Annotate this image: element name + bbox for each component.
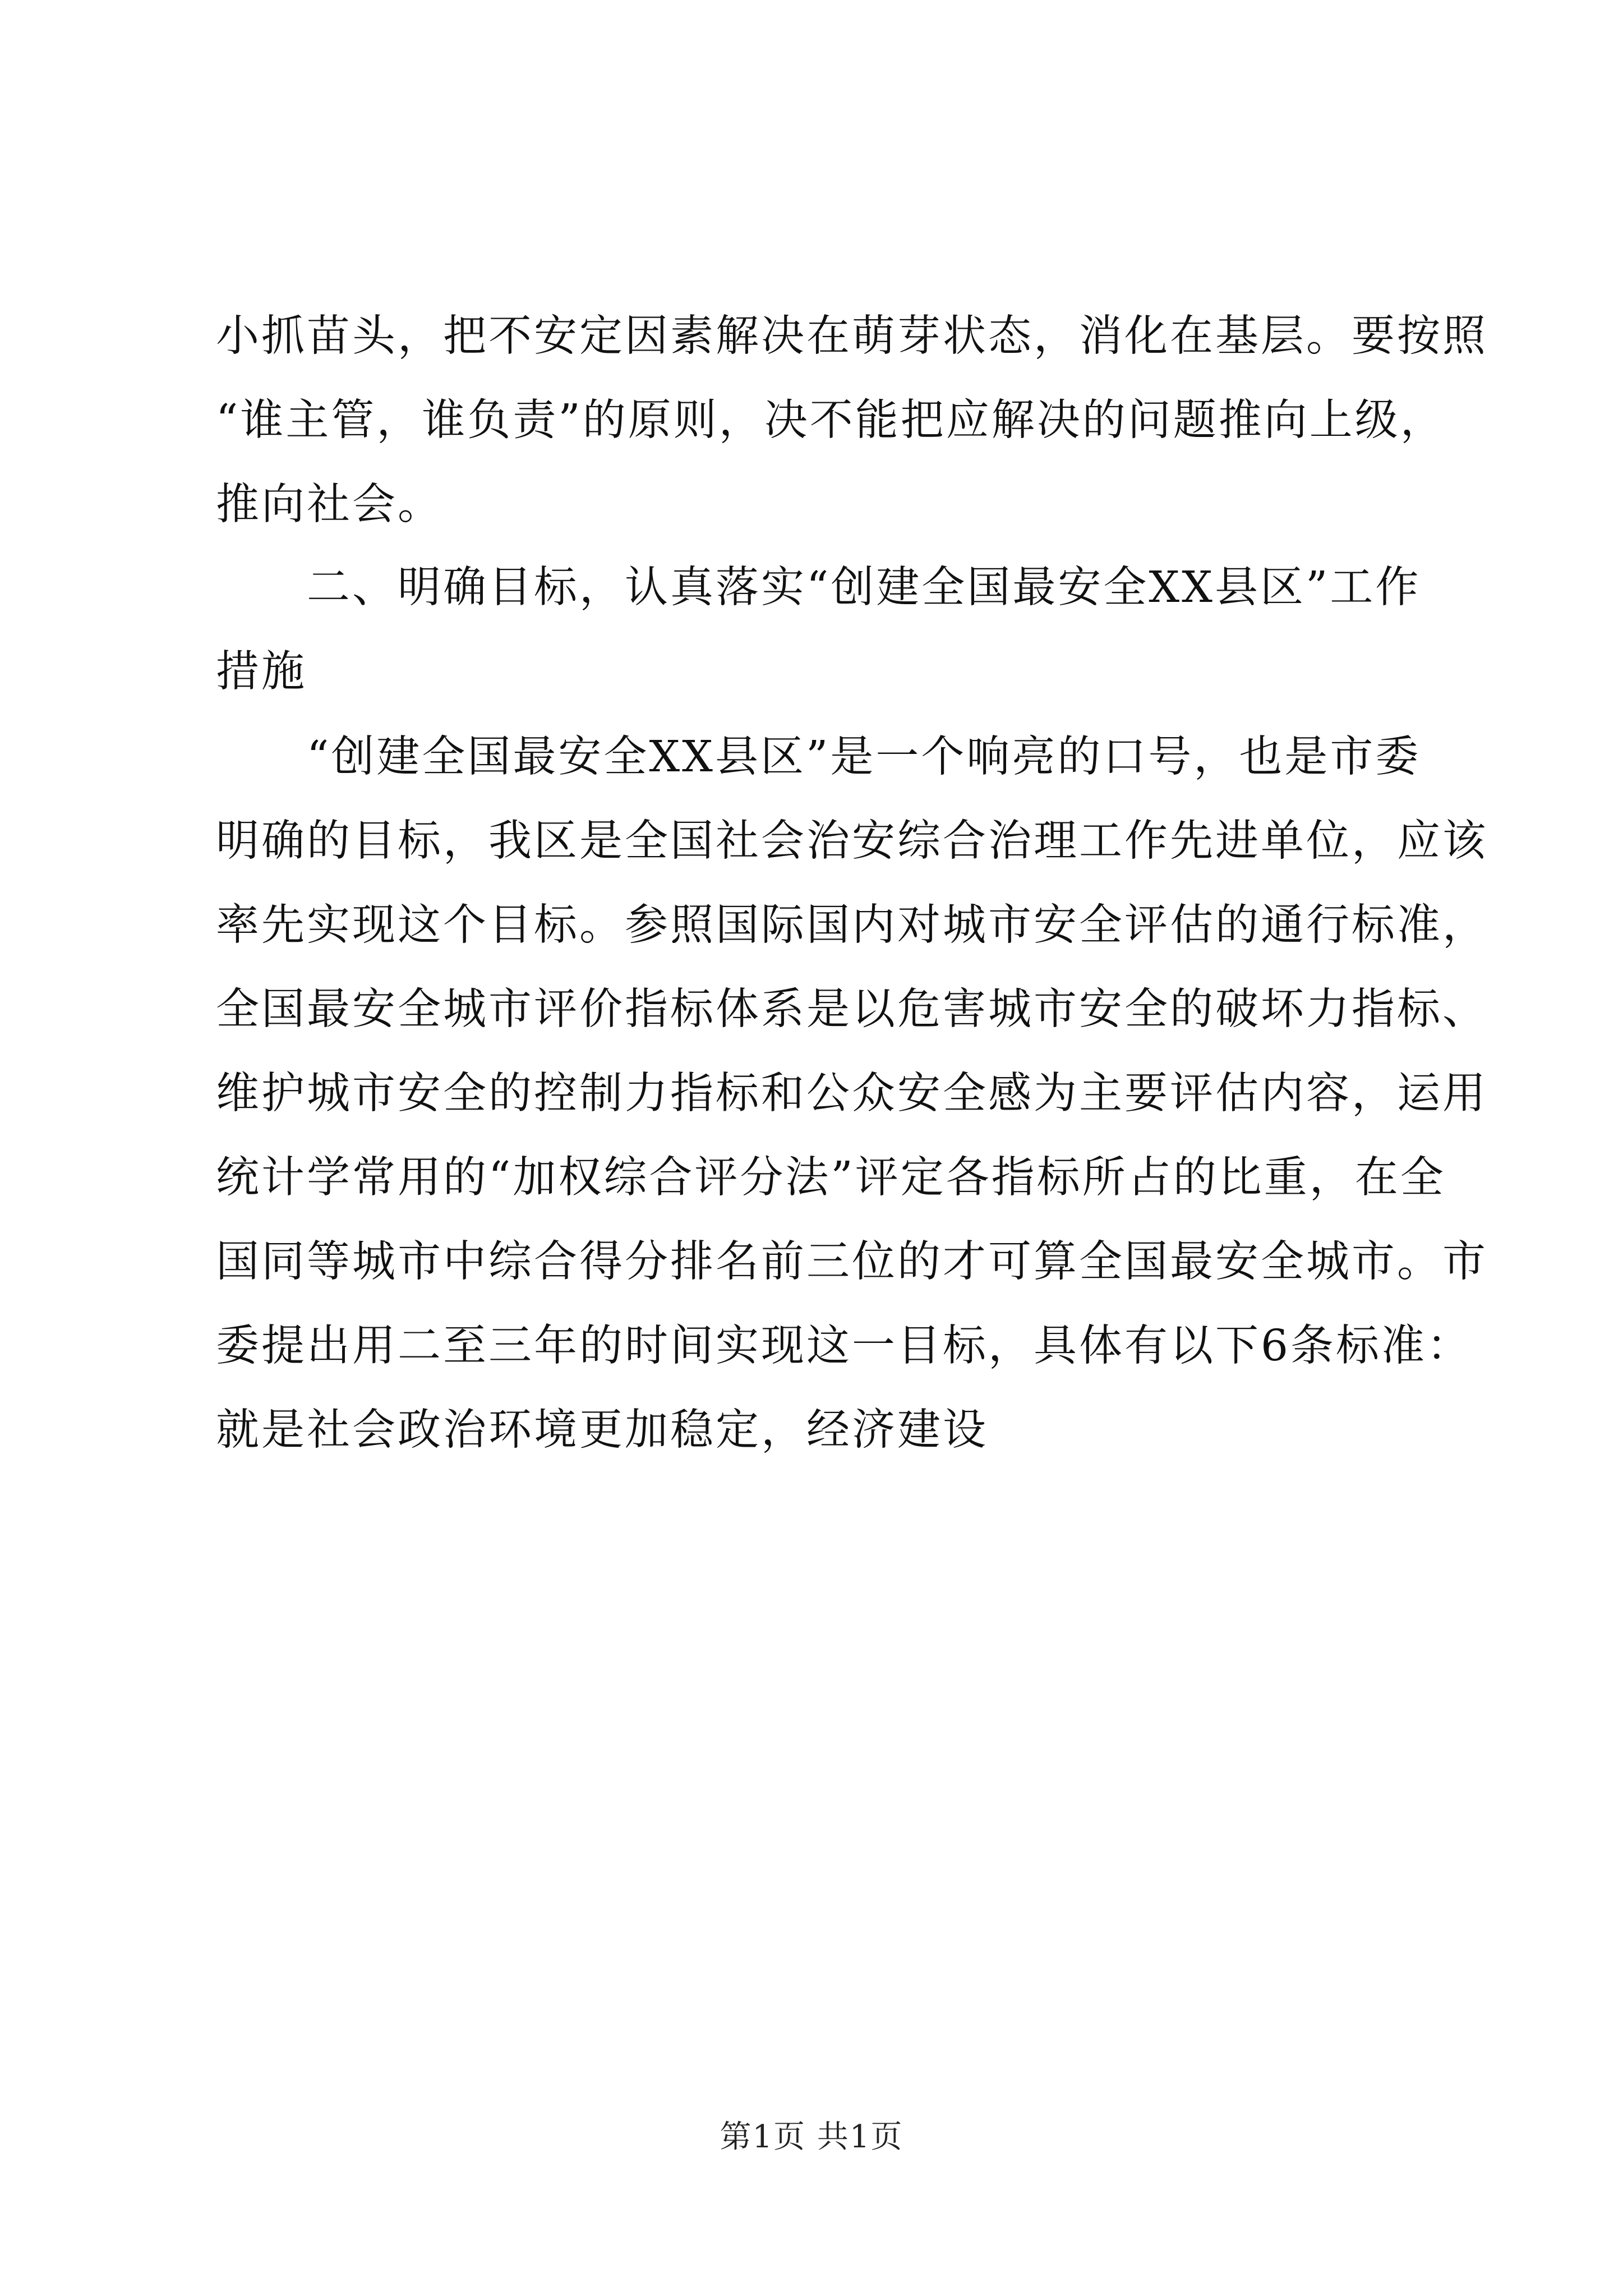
page-number-label: 第1页 共1页 (720, 2119, 903, 2155)
paragraph-line: 小抓苗头，把不安定因素解决在萌芽状态，消化在基层。要按照 (216, 311, 1488, 361)
page-footer (0, 2115, 1623, 2160)
heading-line: 二、明确目标，认真落实“创建全国最安全XX县区”工作 (216, 563, 1421, 613)
paragraph-line: 就是社会政治环境更加稳定，经济建设 (216, 1405, 988, 1455)
paragraph-line: 全国最安全城市评价指标体系是以危害城市安全的破坏力指标、 (216, 984, 1488, 1034)
paragraph-2 (216, 715, 1488, 1473)
paragraph-line: 推向社会。 (216, 480, 443, 530)
paragraph-line: “创建全国最安全XX县区”是一个响亮的口号，也是市委 (216, 732, 1421, 782)
paragraph-line: “谁主管，谁负责”的原则，决不能把应解决的问题推向上级， (216, 395, 1446, 445)
paragraph-line: 委提出用二至三年的时间实现这一目标，具体有以下6条标准： (216, 1321, 1472, 1371)
paragraph-line: 统计学常用的“加权综合评分法”评定各指标所占的比重，在全 (216, 1153, 1446, 1203)
paragraph-line: 国同等城市中综合得分排名前三位的才可算全国最安全城市。市 (216, 1237, 1488, 1287)
paragraph-1 (216, 295, 1488, 547)
paragraph-line: 率先实现这个目标。参照国际国内对城市安全评估的通行标准， (216, 900, 1488, 950)
paragraph-line: 维护城市安全的控制力指标和公众安全感为主要评估内容，运用 (216, 1069, 1488, 1119)
paragraph-line: 明确的目标，我区是全国社会治安综合治理工作先进单位，应该 (216, 816, 1488, 866)
section-heading (216, 546, 1421, 714)
heading-line: 措施 (216, 647, 307, 697)
